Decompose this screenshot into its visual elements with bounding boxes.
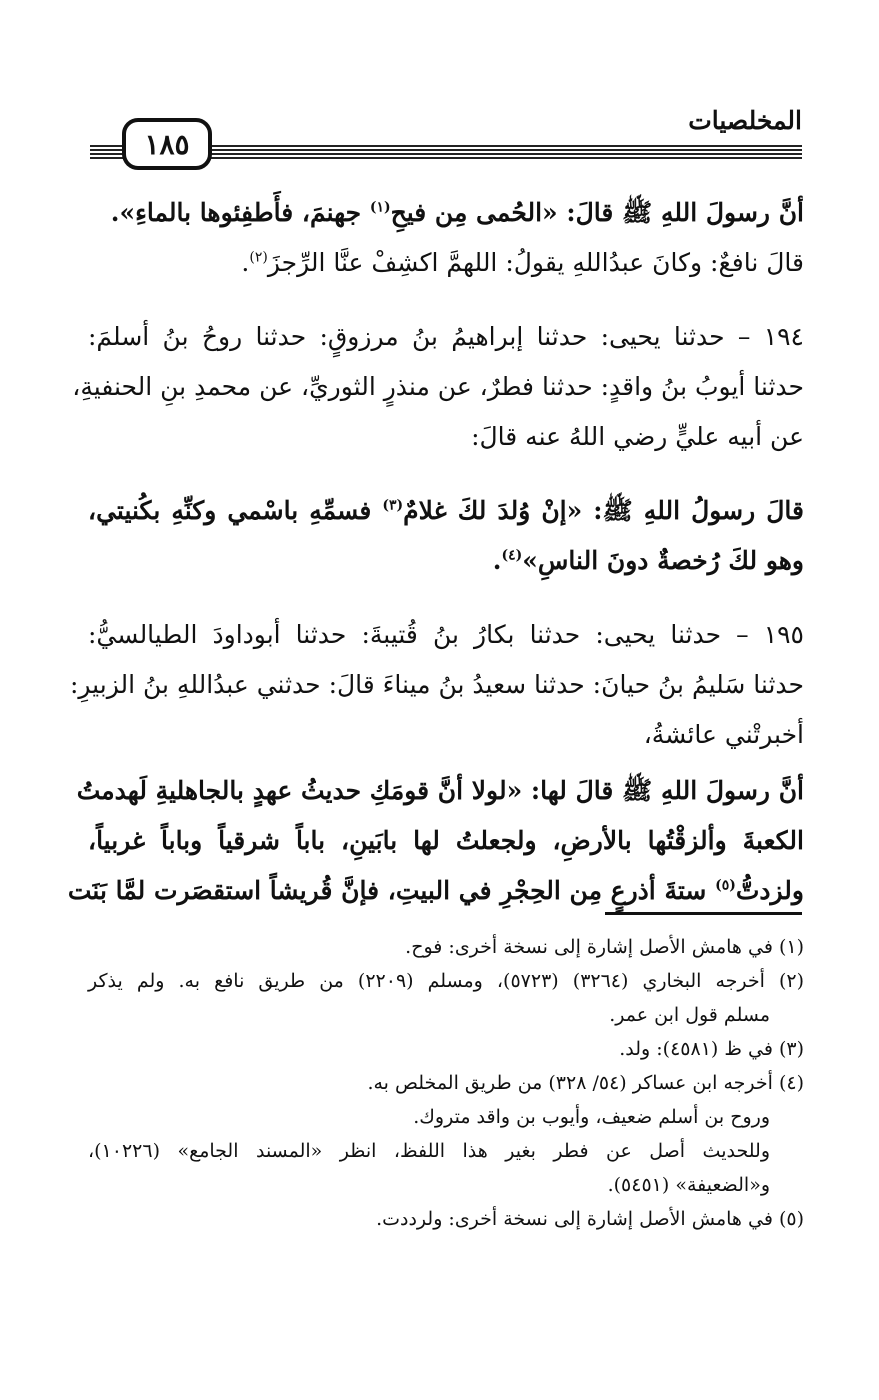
paragraph-nafi-comment — [88, 238, 804, 288]
text-line: أخبرتْني عائشةُ، — [643, 720, 804, 749]
main-text — [67, 188, 804, 916]
text-run: فسمِّهِ باسْمي وكنِّهِ بكُنيتي، — [88, 496, 383, 525]
text-run: قالَ نافعٌ: وكانَ عبدُاللهِ يقولُ: اللهمَّ اكشِفْ عنَّا الرِّجزَ — [267, 248, 804, 277]
footnote-ref: (٢) — [249, 249, 268, 266]
paragraph-hadith-fever — [88, 188, 804, 238]
paragraph-isnad-194 — [72, 312, 804, 462]
paragraph-isnad-195 — [69, 610, 804, 760]
footnote-ref: (٣) — [382, 497, 404, 514]
text-line — [67, 866, 804, 916]
footnote: (٤) أخرجه ابن عساكر (٥٤/ ٣٢٨) من طريق المخلص به. — [367, 1072, 804, 1094]
footnote: (٥) في هامش الأصل إشارة إلى نسخة أخرى: ولرددت. — [376, 1208, 804, 1230]
text-line — [88, 188, 804, 238]
footnote-continuation: و«الضعيفة» (٥٤٥١). — [607, 1174, 770, 1196]
text-line — [88, 536, 804, 586]
running-title: المخلصيات — [688, 106, 802, 135]
text-run: ولزدتُّ — [735, 876, 804, 905]
text-line: أنَّ رسولَ اللهِ ﷺ قالَ لها: «لولا أنَّ قومَكِ حديثُ عهدٍ بالجاهليةِ لَهدمتُ — [76, 776, 804, 805]
header-rule-left — [90, 145, 126, 160]
text-line: ١٩٥ – حدثنا يحيى: حدثنا بكارُ بنُ قُتيبةَ: حدثنا أبوداودَ الطيالسيُّ: — [88, 620, 804, 649]
text-line — [88, 238, 804, 288]
text-line: حدثنا أيوبُ بنُ واقدٍ: حدثنا فطرٌ، عن منذرٍ الثوريِّ، عن محمدِ بنِ الحنفيةِ، — [72, 372, 804, 401]
footnotes — [88, 930, 804, 1236]
footnote-ref: (٥) — [715, 877, 736, 894]
text-line: الكعبةَ وألزقْتُها بالأرضِ، ولجعلتُ لها بابَينِ، باباً شرقياً وباباً غربياً، — [88, 826, 804, 855]
footnote: (٢) أخرجه البخاري (٣٢٦٤) (٥٧٢٣)، ومسلم (٢٢٠٩) من طريق نافع به. ولم يذكر — [88, 970, 804, 992]
footnote: (٣) في ظ (٤٥٨١): ولد. — [619, 1038, 804, 1060]
text-run: . — [241, 248, 250, 277]
footnote: (١) في هامش الأصل إشارة إلى نسخة أخرى: فوح. — [405, 936, 804, 958]
text-run: جهنمَ، فأَطفِئوها بالماءِ». — [110, 198, 370, 227]
header-rule-right — [208, 145, 802, 160]
text-line: حدثنا سَليمُ بنُ حيانَ: حدثنا سعيدُ بنُ ميناءَ قالَ: حدثني عبدُاللهِ بنُ الزبيرِ: — [69, 670, 804, 699]
text-run: قالَ رسولُ اللهِ ﷺ: «إنْ وُلدَ لكَ غلامٌ — [403, 496, 804, 525]
footnote-ref: (٤) — [501, 547, 523, 564]
paragraph-hadith-naming — [88, 486, 804, 586]
footnote-ref: (١) — [369, 199, 391, 216]
text-run: . — [492, 546, 502, 575]
footnote-continuation: وروح بن أسلم ضعيف، وأيوب بن واقد متروك. — [413, 1106, 770, 1128]
text-run: ستةَ أذرعٍ مِن الحِجْرِ في البيتِ، فإنَّ قُريشاً استقصَرت لمَّا بَنَت — [67, 876, 716, 905]
page-header — [90, 100, 802, 180]
text-line: ١٩٤ – حدثنا يحيى: حدثنا إبراهيمُ بنُ مرزوقٍ: حدثنا روحُ بنُ أسلمَ: — [88, 322, 804, 351]
footnote-continuation: مسلم قول ابن عمر. — [609, 1004, 770, 1026]
text-run: وهو لكَ رُخصةٌ دونَ الناسِ» — [522, 546, 804, 575]
footnote-continuation: وللحديث أصل عن فطر بغير هذا اللفظ، انظر «المسند الجامع» (١٠٢٢٦)، — [88, 1140, 770, 1162]
text-run: أنَّ رسولَ اللهِ ﷺ قالَ: «الحُمى مِن فيحِ — [390, 198, 804, 227]
text-line: عن أبيه عليٍّ رضي اللهُ عنه قالَ: — [471, 422, 804, 451]
text-line — [88, 486, 804, 536]
page-number-box — [122, 118, 212, 170]
page-number: ١٨٥ — [144, 127, 190, 161]
footnote-separator — [605, 912, 802, 915]
paragraph-hadith-kaaba — [67, 766, 804, 916]
